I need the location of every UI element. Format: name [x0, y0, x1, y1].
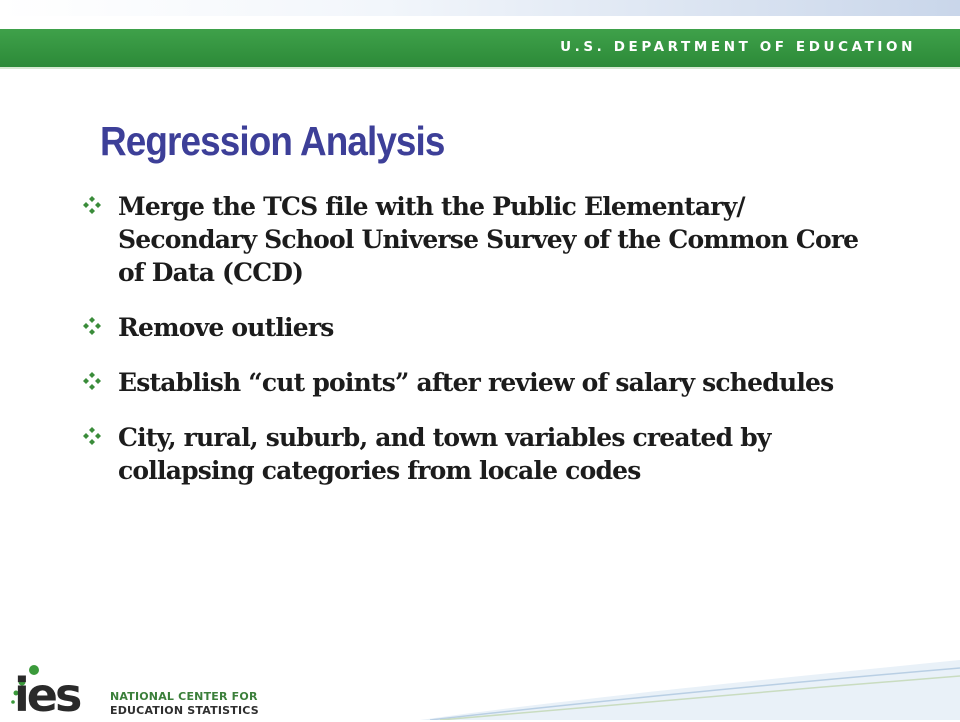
- bullet-text: Merge the TCS file with the Public Elementary/ Secondary School Universe Survey of the Common Core of Data (CCD): [118, 192, 859, 287]
- bullet-item: [80, 311, 880, 344]
- bullet-item: [80, 421, 880, 487]
- ies-logo-line2: EDUCATION STATISTICS: [110, 704, 259, 717]
- department-name: U.S. DEPARTMENT OF EDUCATION: [560, 39, 916, 55]
- slide-title: Regression Analysis: [100, 118, 445, 164]
- diamond-bullet-icon: [82, 195, 102, 215]
- top-gradient-strip: [0, 0, 960, 16]
- department-banner: [0, 29, 960, 67]
- bullet-item: [80, 190, 880, 289]
- bullet-text: City, rural, suburb, and town variables created by collapsing categories from locale codes: [118, 423, 771, 485]
- diamond-bullet-icon: [82, 426, 102, 446]
- bullet-list: [80, 190, 880, 509]
- ies-logo-line1: NATIONAL CENTER FOR: [110, 690, 258, 703]
- diamond-bullet-icon: [82, 316, 102, 336]
- bullet-text: Remove outliers: [118, 313, 334, 342]
- bullet-item: [80, 366, 880, 399]
- banner-divider: [0, 67, 960, 69]
- bullet-text: Establish “cut points” after review of salary schedules: [118, 368, 834, 397]
- ies-logo-word: ies: [14, 668, 80, 722]
- diamond-bullet-icon: [82, 371, 102, 391]
